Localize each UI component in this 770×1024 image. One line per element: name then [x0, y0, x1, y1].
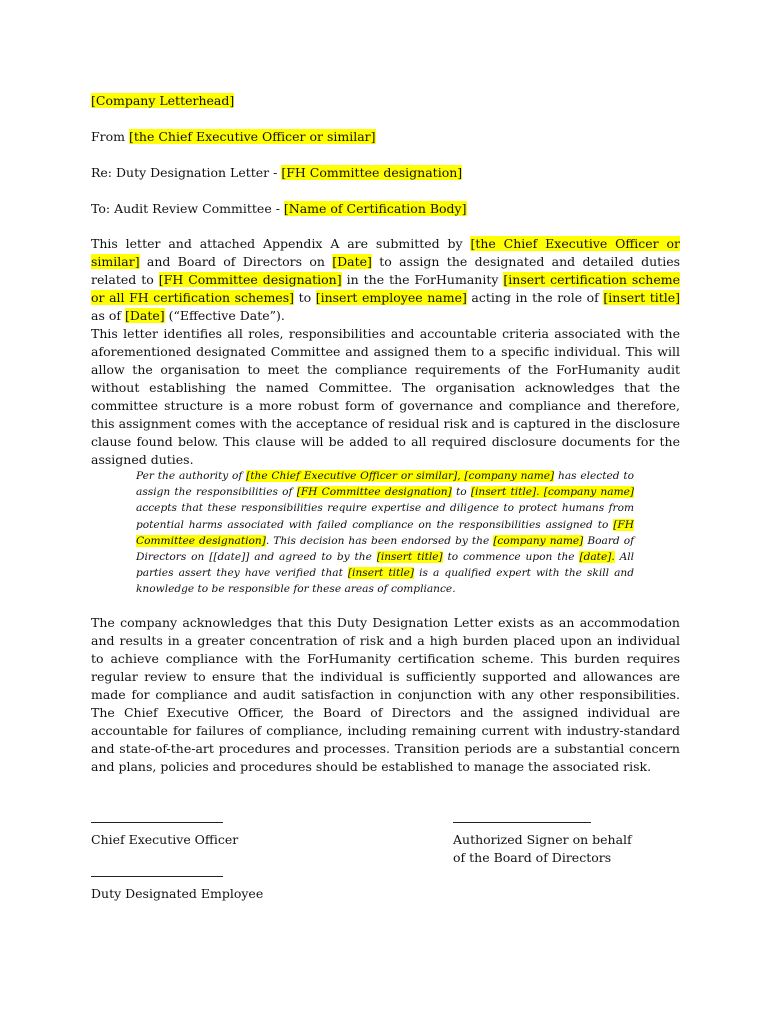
employee-signature-block	[91, 867, 263, 903]
title-company-placeholder: [insert title]. [company name]	[470, 486, 635, 499]
intro-text: (“Effective Date”).	[164, 308, 285, 323]
board-signature-block	[453, 813, 632, 867]
date-placeholder: [date].	[579, 551, 615, 564]
board-signature-label-2: of the Board of Directors	[453, 850, 612, 865]
to-line	[91, 200, 467, 218]
submitter-placeholder: [the Chief Executive Officer or similar]	[91, 236, 680, 269]
disclosure-clause	[136, 468, 634, 598]
clause-text: All parties assert they have verified that	[136, 551, 635, 580]
board-signature-label-1: Authorized Signer on behalf	[453, 832, 632, 847]
intro-text: acting in the role of	[466, 290, 604, 305]
intro-text: to	[294, 290, 316, 305]
re-label: Re: Duty Designation Letter -	[91, 165, 282, 180]
intro-text: in the the ForHumanity	[341, 272, 504, 287]
date-placeholder: [Date]	[332, 254, 372, 269]
clause-text: to	[451, 486, 471, 499]
employee-signature-line[interactable]	[91, 867, 263, 885]
committee-placeholder: [FH Committee designation]	[158, 272, 342, 287]
title-placeholder: [insert title]	[347, 567, 415, 580]
company-name-placeholder: [company name]	[493, 534, 584, 547]
re-placeholder: [FH Committee designation]	[281, 165, 463, 180]
title-placeholder: [insert title]	[603, 290, 681, 305]
from-label: From	[91, 129, 130, 144]
acknowledgement-paragraph: The company acknowledges that this Duty Designation Letter exists as an accommodation and results in a greater concentration of risk and a high burden placed upon an individual to achieve compliance with the ForHumanity certification scheme. This burden requires regular review to ensure that the individual is sufficiently supported and allowances are made for compliance and audit satisfaction in conjunction with any other responsibilities. The Chief Executive Officer, the Board of Directors and the assigned individual are accountable for failures of compliance, including remaining current with industry-standard and state-of-the-art procedures and processes. Transition periods are a substantial concern and plans, policies and procedures should be established to manage the associated risk.	[91, 615, 680, 774]
roles-paragraph: This letter identifies all roles, responsibilities and accountable criteria associated with the aforementioned designated Committee and assigned them to a specific individual. This will allow the organisation to meet the compliance requirements of the ForHumanity audit without establishing the named Committee. The organisation acknowledges that the committee structure is a more robust form of governance and compliance and therefore, this assignment comes with the acceptance of residual risk and is captured in the disclosure clause found below. This clause will be added to all required disclosure documents for the assigned duties.	[91, 326, 680, 467]
clause-text: to commence upon the	[442, 551, 580, 564]
ceo-signature-label: Chief Executive Officer	[91, 832, 239, 847]
clause-text: . This decision has been endorsed by the	[265, 534, 494, 547]
employee-name-placeholder: [insert employee name]	[315, 290, 467, 305]
to-placeholder: [Name of Certification Body]	[283, 201, 467, 216]
board-signature-line[interactable]	[453, 813, 632, 831]
scheme-placeholder: [insert certification scheme or all FH certification schemes]	[91, 272, 680, 305]
committee-placeholder: [FH Committee designation]	[296, 486, 452, 499]
clause-text: is a qualified expert with the skill and knowledge to be responsible for these areas of compliance.	[136, 567, 635, 596]
from-placeholder: [the Chief Executive Officer or similar]	[129, 129, 376, 144]
clause-text: accepts that these responsibilities require expertise and diligence to protect humans from potential harms associated with failed compliance on the responsibilities assigned to	[136, 502, 634, 531]
committee-placeholder: [FH Committee designation]	[136, 518, 634, 547]
clause-text: has elected to assign the responsibilities of	[136, 470, 634, 499]
clause-text: Per the authority of	[136, 470, 247, 482]
clause-text: Board of Directors on [[date]] and agreed to by the	[136, 534, 634, 564]
letterhead-placeholder: [Company Letterhead]	[91, 93, 235, 108]
employee-signature-label: Duty Designated Employee	[91, 886, 264, 901]
authority-placeholder: [the Chief Executive Officer or similar], [company name]	[246, 470, 555, 482]
company-letterhead	[91, 92, 234, 110]
ceo-signature-block	[91, 813, 238, 849]
intro-text: and Board of Directors on	[139, 254, 333, 269]
ceo-signature-line[interactable]	[91, 813, 238, 831]
title-placeholder: [insert title]	[376, 551, 443, 564]
from-line	[91, 128, 376, 146]
to-label: To: Audit Review Committee -	[91, 201, 284, 216]
re-line	[91, 164, 462, 182]
intro-text: This letter and attached Appendix A are submitted by	[91, 236, 471, 251]
intro-text: to assign the designated and detailed duties related to	[91, 254, 681, 287]
intro-text: as of	[91, 308, 125, 323]
effective-date-placeholder: [Date]	[124, 308, 165, 323]
intro-paragraph	[91, 235, 680, 325]
